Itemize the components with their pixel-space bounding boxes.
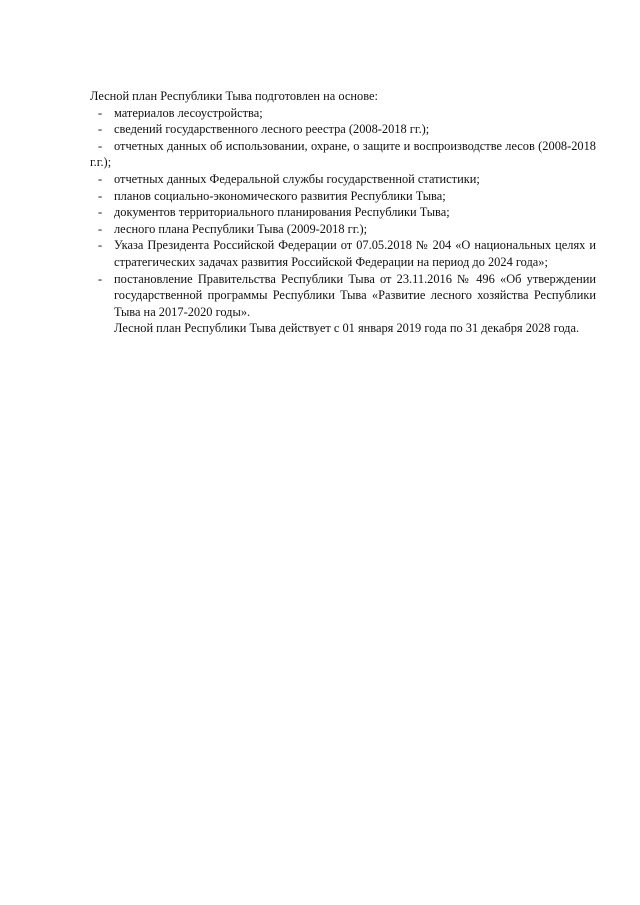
list-bullet: - bbox=[98, 271, 103, 286]
list-item bbox=[90, 105, 596, 122]
list-item-text: лесного плана Республики Тыва (2009-2018 гг.); bbox=[114, 221, 368, 236]
list-bullet: - bbox=[98, 238, 103, 253]
list-item bbox=[90, 271, 596, 321]
list-bullet: - bbox=[98, 122, 103, 137]
list-item bbox=[90, 237, 596, 270]
list-item-text: отчетных данных об использовании, охране, о защите и воспроизводстве лесов (2008-2018 г.г.); bbox=[90, 138, 596, 170]
list-item bbox=[90, 138, 596, 171]
list-item-text: сведений государственного лесного реестра (2008-2018 гг.); bbox=[114, 122, 430, 137]
intro-paragraph: Лесной план Республики Тыва подготовлен на основе: bbox=[90, 89, 378, 103]
list-item-text: постановление Правительства Республики Тыва от 23.11.2016 № 496 «Об утверждении государственной программы Республики Тыва «Развитие лесного хозяйства Республики Тыва на 2017-2020 годы». bbox=[114, 271, 596, 319]
list-bullet: - bbox=[98, 221, 103, 236]
list-item bbox=[90, 204, 596, 221]
list-item bbox=[90, 121, 596, 138]
basis-list bbox=[90, 105, 596, 321]
closing-paragraph: Лесной план Республики Тыва действует с 01 января 2019 года по 31 декабря 2028 года. bbox=[114, 321, 580, 336]
list-item-text: планов социально-экономического развития Республики Тыва; bbox=[114, 188, 446, 203]
list-item-text: документов территориального планирования Республики Тыва; bbox=[114, 205, 450, 220]
list-bullet: - bbox=[98, 205, 103, 220]
list-bullet: - bbox=[98, 105, 103, 120]
list-item bbox=[90, 221, 596, 238]
document-body bbox=[90, 88, 596, 337]
list-bullet: - bbox=[98, 171, 103, 186]
list-item-text: отчетных данных Федеральной службы государственной статистики; bbox=[114, 171, 480, 186]
list-bullet: - bbox=[98, 188, 103, 203]
list-item-text: материалов лесоустройства; bbox=[114, 105, 263, 120]
list-item-text: Указа Президента Российской Федерации от 07.05.2018 № 204 «О национальных целях и стратегических задачах развития Российской Федерации на период до 2024 года»; bbox=[114, 238, 596, 269]
list-item bbox=[90, 171, 596, 188]
list-bullet: - bbox=[98, 138, 103, 153]
list-item bbox=[90, 188, 596, 205]
